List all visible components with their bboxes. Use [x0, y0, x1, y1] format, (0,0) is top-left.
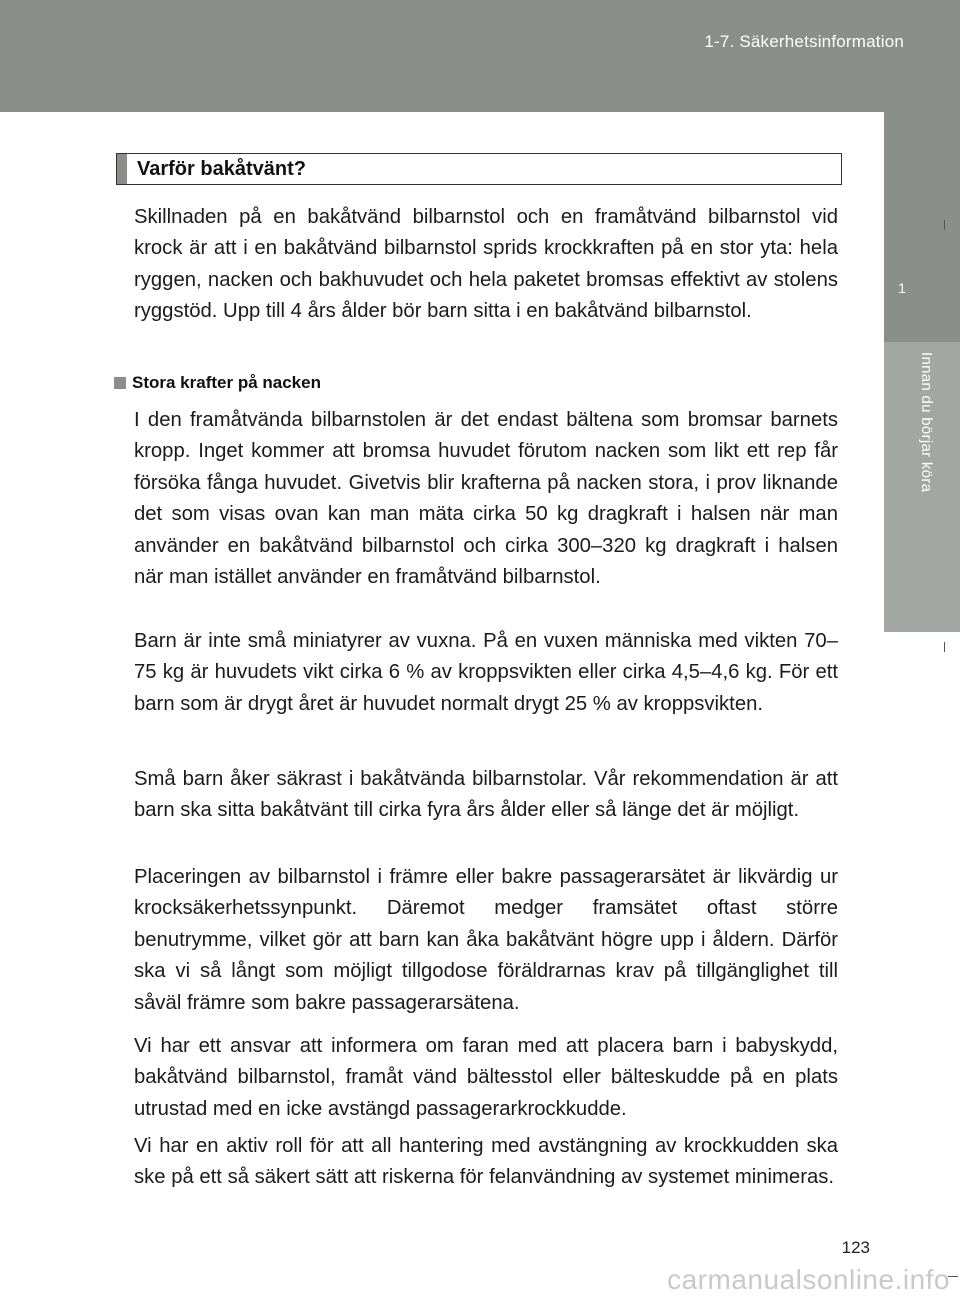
section-heading-box	[116, 153, 842, 185]
body-paragraph: Vi har en aktiv roll för att all hantering med avstängning av krockkudden ska ske på ett så säkert sätt att riskerna för felanvändning av systemet minimeras.	[134, 1135, 838, 1189]
crop-mark	[944, 220, 945, 230]
body-paragraph: Placeringen av bilbarnstol i främre eller bakre passagerarsätet är likvärdig ur krocksäkerhetssynpunkt. Däremot medger framsätet oftast större benutrymme, vilket gör att barn kan åka bakåtvänt högre upp i åldern. Därför ska vi så långt som möjligt tillgodose föräldrarnas krav på tillgänglighet till såväl främre som bakre passagerarsätena.	[134, 866, 838, 1014]
chapter-title: Innan du börjar köra	[918, 352, 935, 493]
heading-accent-bar	[117, 154, 127, 184]
header-band	[0, 0, 960, 112]
intro-paragraph: Skillnaden på en bakåtvänd bilbarnstol och en framåtvänd bilbarnstol vid krock är att i en bakåtvänd bilbarnstol sprids krockkraften på en stor yta: hela ryggen, nacken och bakhuvudet och hela paketet bromsas effektivt av stolens ryggstöd. Upp till 4 års ålder bör barn sitta i en bakåtvänd bilbarnstol.	[134, 206, 838, 323]
section-heading: Varför bakåtvänt?	[137, 158, 306, 180]
watermark: carmanualsonline.info	[667, 1264, 950, 1295]
body-paragraph: Små barn åker säkrast i bakåtvända bilbarnstolar. Vår rekommendation är att barn ska sitta bakåtvänt till cirka fyra års ålder eller så länge det är möjligt.	[134, 768, 838, 822]
side-tab	[884, 112, 960, 342]
subsection-heading-text: Stora krafter på nacken	[132, 373, 321, 392]
page-number: 123	[841, 1238, 870, 1257]
crop-mark	[944, 642, 945, 652]
body-paragraph: Barn är inte små miniatyrer av vuxna. På en vuxen människa med vikten 70–75 kg är huvudets vikt cirka 6 % av kroppsvikten eller cirka 4,5–4,6 kg. För ett barn som är drygt året är huvudet normalt drygt 25 % av kroppsvikten.	[134, 630, 838, 715]
body-paragraph: Vi har ett ansvar att informera om faran med att placera barn i babyskydd, bakåtvänd bilbarnstol, framåt vänd bältesstol eller bälteskudde på en plats utrustad med en icke avstängd passagerarkrockkudde.	[134, 1035, 838, 1120]
body-paragraph: I den framåtvända bilbarnstolen är det endast bältena som bromsar barnets kropp. Inget kommer att bromsa huvudet förutom nacken som likt ett rep får försöka fånga huvudet. Givetvis blir krafterna på nacken stora, i prov liknande det som visas ovan kan man mäta cirka 50 kg dragkraft i halsen när man använder en bakåtvänd bilbarnstol och cirka 300–320 kg dragkraft i halsen när man istället använder en framåtvänd bilbarnstol.	[134, 409, 838, 589]
chapter-number: 1	[898, 280, 906, 296]
square-bullet-icon	[114, 377, 126, 389]
subsection-heading	[114, 373, 321, 393]
section-label: 1-7. Säkerhetsinformation	[704, 32, 904, 51]
